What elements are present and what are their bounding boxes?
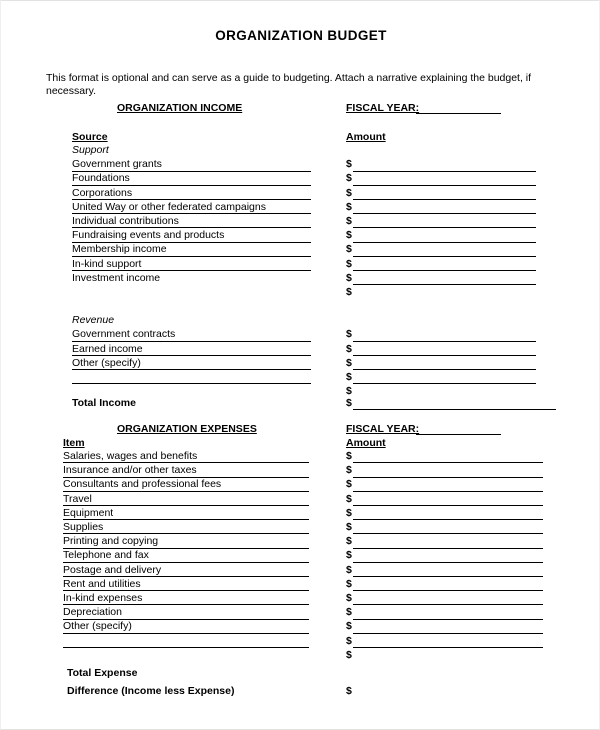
line-item-text: Rent and utilities bbox=[63, 577, 141, 590]
line-item-text: Printing and copying bbox=[63, 535, 159, 548]
line-item-text: Fundraising events and products bbox=[72, 229, 225, 242]
amount-input-rule[interactable] bbox=[353, 462, 543, 463]
total-expense-label: Total Expense bbox=[67, 667, 138, 679]
total-income-label: Total Income bbox=[72, 397, 136, 409]
amount-currency-symbol: $ bbox=[346, 478, 352, 491]
line-item-text: Supplies bbox=[63, 521, 104, 533]
amount-currency-symbol: $ bbox=[346, 342, 352, 355]
amount-currency-symbol: $ bbox=[346, 286, 352, 298]
line-item-text: Travel bbox=[63, 492, 92, 505]
amount-input-rule[interactable] bbox=[353, 491, 543, 492]
line-item-text: Foundations bbox=[72, 172, 130, 185]
amount-input-rule[interactable] bbox=[353, 185, 536, 186]
income-amount-header: Amount bbox=[346, 131, 386, 143]
amount-currency-symbol: $ bbox=[346, 620, 352, 633]
amount-input-rule[interactable] bbox=[353, 533, 543, 534]
amount-input-rule[interactable] bbox=[353, 284, 536, 285]
amount-input-rule[interactable] bbox=[353, 633, 543, 634]
amount-input-rule[interactable] bbox=[353, 355, 536, 356]
income-fiscal-year-input[interactable] bbox=[416, 113, 501, 114]
expenses-amount-header: Amount bbox=[346, 437, 386, 449]
amount-input-rule[interactable] bbox=[353, 199, 536, 200]
expenses-item-header: Item bbox=[63, 437, 85, 449]
amount-currency-symbol: $ bbox=[346, 464, 352, 477]
amount-currency-symbol: $ bbox=[346, 328, 352, 341]
amount-currency-symbol: $ bbox=[346, 450, 352, 462]
difference-label: Difference (Income less Expense) bbox=[67, 685, 235, 697]
line-item-text: Depreciation bbox=[63, 606, 122, 619]
line-item-text: Other (specify) bbox=[63, 620, 132, 633]
intro-instructions: This format is optional and can serve as a guide to budgeting. Attach a narrative explaining the budget, if necessary. bbox=[46, 72, 532, 97]
total-income-currency: $ bbox=[346, 397, 352, 409]
line-item-text: Support bbox=[72, 144, 109, 156]
line-item-text: United Way or other federated campaigns bbox=[72, 200, 266, 213]
amount-currency-symbol: $ bbox=[346, 634, 352, 647]
expenses-section-header bbox=[46, 423, 558, 437]
line-item-text: Earned income bbox=[72, 342, 143, 355]
amount-currency-symbol: $ bbox=[346, 200, 352, 213]
line-item-text: Revenue bbox=[72, 314, 115, 327]
line-item-text: Membership income bbox=[72, 243, 167, 256]
expenses-section-title: ORGANIZATION EXPENSES bbox=[117, 423, 257, 435]
income-source-header: Source bbox=[72, 131, 108, 143]
amount-input-rule[interactable] bbox=[353, 548, 543, 549]
expenses-fiscal-year-input[interactable] bbox=[416, 434, 501, 435]
amount-input-rule[interactable] bbox=[353, 171, 536, 172]
amount-currency-symbol: $ bbox=[346, 521, 352, 533]
line-item-write-in-rule[interactable] bbox=[63, 491, 309, 492]
amount-currency-symbol: $ bbox=[346, 648, 352, 661]
line-item-text: Postage and delivery bbox=[63, 563, 162, 576]
amount-input-rule[interactable] bbox=[353, 369, 536, 370]
amount-input-rule[interactable] bbox=[353, 505, 543, 506]
amount-currency-symbol: $ bbox=[346, 577, 352, 590]
amount-currency-symbol: $ bbox=[346, 257, 352, 270]
line-item-write-in-rule[interactable] bbox=[72, 383, 311, 384]
income-section-title: ORGANIZATION INCOME bbox=[117, 102, 243, 114]
income-fiscal-year-label: FISCAL YEAR: bbox=[346, 102, 420, 114]
amount-input-rule[interactable] bbox=[353, 562, 543, 563]
amount-currency-symbol: $ bbox=[346, 492, 352, 505]
expenses-fiscal-year-label: FISCAL YEAR: bbox=[346, 423, 420, 435]
line-item-text: Individual contributions bbox=[72, 215, 179, 227]
amount-currency-symbol: $ bbox=[346, 563, 352, 576]
line-item-text: Consultants and professional fees bbox=[63, 478, 222, 491]
amount-currency-symbol: $ bbox=[346, 243, 352, 256]
amount-currency-symbol: $ bbox=[346, 606, 352, 619]
line-item-text: In-kind support bbox=[72, 257, 142, 270]
amount-input-rule[interactable] bbox=[353, 227, 536, 228]
amount-currency-symbol: $ bbox=[346, 592, 352, 604]
line-item-text: Telephone and fax bbox=[63, 549, 149, 562]
amount-input-rule[interactable] bbox=[353, 270, 536, 271]
amount-currency-symbol: $ bbox=[346, 371, 352, 383]
amount-currency-symbol: $ bbox=[346, 549, 352, 562]
amount-currency-symbol: $ bbox=[346, 158, 352, 171]
amount-currency-symbol: $ bbox=[346, 506, 352, 519]
line-item-write-in-rule[interactable] bbox=[63, 647, 309, 648]
amount-input-rule[interactable] bbox=[353, 604, 543, 605]
line-item-text: In-kind expenses bbox=[63, 592, 143, 604]
amount-currency-symbol: $ bbox=[346, 356, 352, 369]
difference-currency: $ bbox=[346, 685, 352, 697]
page-title: ORGANIZATION BUDGET bbox=[215, 28, 387, 43]
amount-input-rule[interactable] bbox=[353, 576, 543, 577]
line-item-text: Investment income bbox=[72, 271, 161, 284]
amount-input-rule[interactable] bbox=[353, 647, 543, 648]
line-item-text: Other (specify) bbox=[72, 356, 141, 369]
amount-input-rule[interactable] bbox=[353, 256, 536, 257]
line-item-text: Government grants bbox=[72, 158, 162, 171]
amount-input-rule[interactable] bbox=[353, 213, 536, 214]
amount-input-rule[interactable] bbox=[353, 519, 543, 520]
amount-currency-symbol: $ bbox=[346, 215, 352, 227]
income-section-header bbox=[46, 102, 558, 116]
amount-currency-symbol: $ bbox=[346, 271, 352, 284]
amount-currency-symbol: $ bbox=[346, 172, 352, 185]
amount-currency-symbol: $ bbox=[346, 385, 352, 398]
line-item-text: Insurance and/or other taxes bbox=[63, 464, 197, 477]
total-income-input[interactable] bbox=[353, 409, 556, 410]
line-item-write-in-rule[interactable] bbox=[72, 369, 311, 370]
amount-currency-symbol: $ bbox=[346, 535, 352, 548]
amount-input-rule[interactable] bbox=[353, 341, 536, 342]
line-item-text: Equipment bbox=[63, 506, 114, 519]
amount-input-rule[interactable] bbox=[353, 590, 543, 591]
amount-input-rule[interactable] bbox=[353, 477, 543, 478]
amount-currency-symbol: $ bbox=[346, 229, 352, 242]
amount-input-rule[interactable] bbox=[353, 383, 536, 384]
line-item-text: Government contracts bbox=[72, 328, 176, 341]
amount-currency-symbol: $ bbox=[346, 186, 352, 199]
line-item-write-in-rule[interactable] bbox=[63, 633, 309, 634]
amount-input-rule[interactable] bbox=[353, 619, 543, 620]
amount-input-rule[interactable] bbox=[353, 242, 536, 243]
line-item-text: Salaries, wages and benefits bbox=[63, 450, 198, 462]
line-item-text: Corporations bbox=[72, 186, 133, 199]
